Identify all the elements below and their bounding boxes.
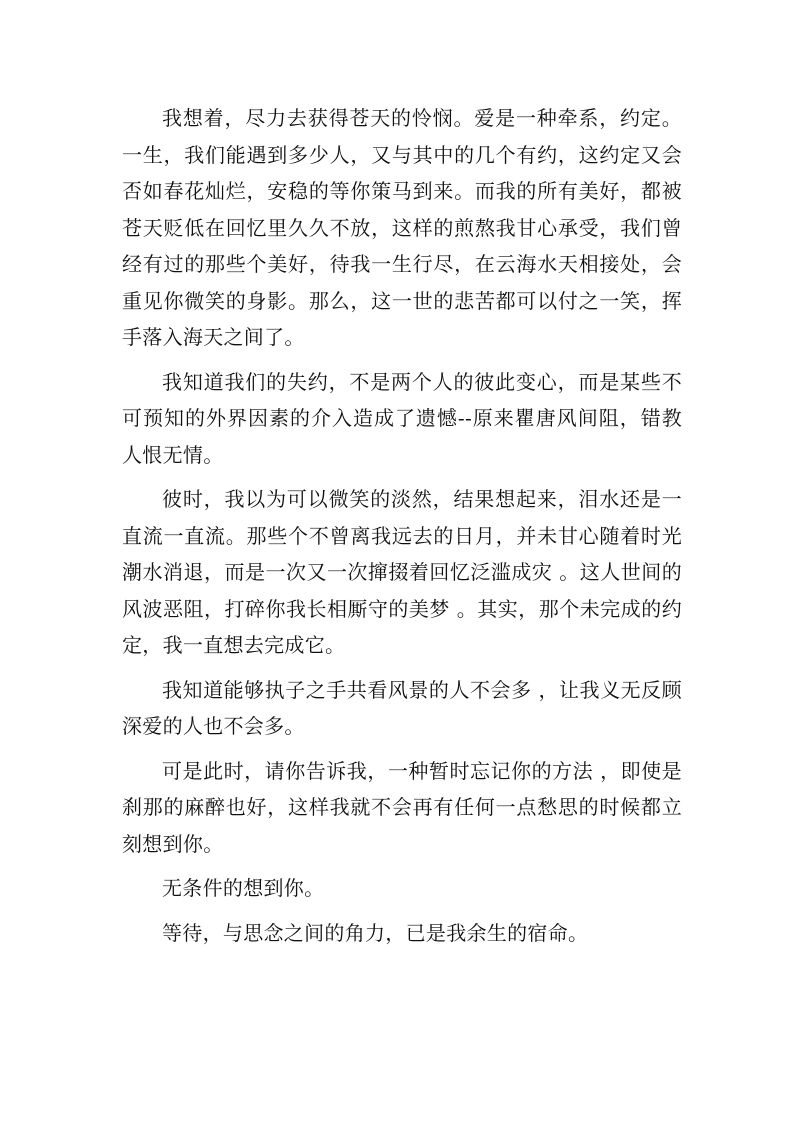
paragraph-4: 我知道能够执子之手共看风景的人不会多 ，让我义无反顾深爱的人也不会多。	[122, 677, 682, 738]
paragraph-3: 彼时，我以为可以微笑的淡然，结果想起来，泪水还是一直流一直流。那些个不曾离我远去的日月，并未甘心随着时光潮水消退，而是一次又一次撺掇着回忆泛滥成灾 。这人世间的风波恶阻，打碎你我长相厮守的美梦 。其实，那个未完成的约定，我一直想去完成它。	[122, 487, 682, 657]
paragraph-7: 等待，与思念之间的角力，已是我余生的宿命。	[162, 920, 589, 945]
paragraph-6: 无条件的想到你。	[162, 876, 325, 900]
document-body	[122, 100, 682, 959]
paragraph-5: 可是此时，请你告诉我，一种暂时忘记你的方法 ，即使是刹那的麻醉也好，这样我就不会再有任何一点愁思的时候都立刻想到你。	[122, 758, 682, 856]
paragraph-1: 我想着，尽力去获得苍天的怜悯。爱是一种牵系，约定。一生，我们能遇到多少人，又与其中的几个有约，这约定又会否如春花灿烂，安稳的等你策马到来。而我的所有美好，都被苍天贬低在回忆里久久不放，这样的煎熬我甘心承受，我们曾经有过的那些个美好，待我一生行尽，在云海水天相接处，会重见你微笑的身影。那么，这一世的悲苦都可以付之一笑，挥手落入海天之间了。	[122, 106, 682, 349]
paragraph-2: 我知道我们的失约，不是两个人的彼此变心，而是某些不可预知的外界因素的介入造成了遗憾--原来瞿唐风间阻，错教人恨无情。	[122, 369, 682, 467]
